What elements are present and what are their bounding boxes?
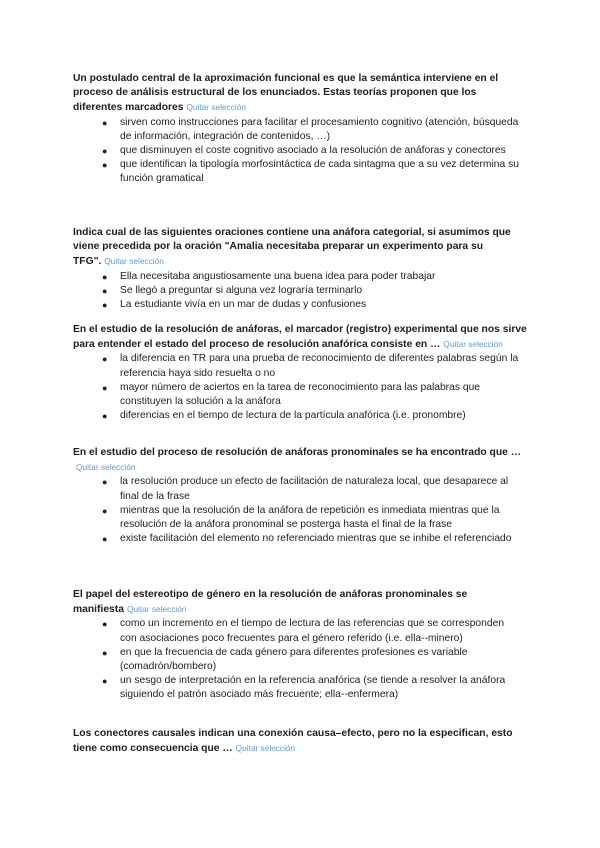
question-6: [73, 727, 528, 756]
options-list: [73, 270, 528, 313]
question-4: [73, 446, 528, 546]
option-item[interactable]: ● La estudiante vivía en un mar de dudas y confusiones: [73, 298, 528, 312]
quitar-seleccion-link[interactable]: Quitar selección: [186, 102, 246, 113]
options-list: [73, 116, 528, 187]
question-text: Los conectores causales indican una conexión causa–efecto, pero no la especifican, esto tiene como consecuencia que … Quitar selección: [73, 728, 513, 755]
quitar-seleccion-link[interactable]: Quitar selección: [104, 256, 164, 267]
question-text: Un postulado central de la aproximación funcional es que la semántica interviene en el proceso de análisis estructural de los enunciados. Estas teorías proponen que los diferentes marcadores Quitar selección: [73, 73, 499, 114]
bullet-icon: ●: [102, 676, 108, 687]
question-text: El papel del estereotipo de género en la resolución de anáforas pronominales se manifiesta Quitar selección: [73, 589, 468, 616]
bullet-icon: ●: [102, 647, 108, 658]
bullet-icon: ●: [102, 146, 108, 157]
question-1: [73, 72, 528, 187]
option-item[interactable]: ● existe facilitación del elemento no referenciado mientras que se inhibe el referenciado: [73, 532, 528, 546]
options-list: [73, 352, 528, 423]
options-list: [73, 617, 528, 702]
bullet-icon: ●: [102, 160, 108, 171]
option-item[interactable]: ● que disminuyen el coste cognitivo asociado a la resolución de anáforas y conectores: [73, 144, 528, 158]
bullet-icon: ●: [102, 382, 108, 393]
option-item[interactable]: ● un sesgo de interpretación en la referencia anafórica (se tiende a resolver la anáfora siguiendo el patrón asociado más frecuente; ella--enfermera): [102, 675, 506, 701]
option-item[interactable]: ● la diferencia en TR para una prueba de reconocimiento de diferentes palabras según la referencia haya sido resuelta o no: [102, 353, 519, 379]
option-item[interactable]: ● que identifican la tipología morfosintáctica de cada sintagma que a su vez determina su función gramatical: [102, 159, 519, 185]
question-5: [73, 588, 528, 703]
bullet-icon: ●: [102, 354, 108, 365]
bullet-icon: ●: [102, 534, 108, 545]
question-2: [73, 226, 528, 312]
options-list: [73, 475, 528, 546]
bullet-icon: ●: [102, 505, 108, 516]
option-item[interactable]: ● como un incremento en el tiempo de lectura de las referencias que se corresponden con asociaciones poco frecuentes para el género referido (i.e. ella--minero): [102, 618, 505, 644]
quitar-seleccion-link[interactable]: Quitar selección: [126, 604, 187, 615]
bullet-icon: ●: [102, 285, 108, 296]
option-item[interactable]: ● mayor número de aciertos en la tarea de reconocimiento para las palabras que constituyen la solución a la anáfora: [102, 381, 481, 408]
bullet-icon: ●: [102, 271, 108, 282]
option-item[interactable]: ● diferencias en el tiempo de lectura de la partícula anafórica (i.e. pronombre): [73, 409, 528, 423]
question-text: En el estudio de la resolución de anáforas, el marcador (registro) experimental que nos sirve para entender el estado del proceso de resolución anafórica consiste en … Quitar selección: [73, 324, 527, 351]
quitar-seleccion-link[interactable]: Quitar selección: [235, 743, 296, 754]
question-text: Indica cual de las siguientes oraciones contiene una anáfora categorial, si asumimos que viene precedida por la oración "Amalia necesitaba preparar un experimento para su TFG". Quitar selección: [73, 227, 511, 268]
option-item[interactable]: ● Se llegó a preguntar si alguna vez lograría terminarlo: [73, 284, 528, 298]
bullet-icon: ●: [102, 411, 108, 422]
bullet-icon: ●: [102, 619, 108, 630]
option-item[interactable]: ● la resolución produce un efecto de facilitación de naturaleza local, que desaparece al final de la frase: [102, 476, 509, 502]
option-item[interactable]: ● Ella necesitaba angustiosamente una buena idea para poder trabajar: [73, 270, 528, 284]
question-text: En el estudio del proceso de resolución de anáforas pronominales se ha encontrado que …Quitar selección: [73, 447, 522, 473]
option-item[interactable]: ● sirven como instrucciones para facilitar el procesamiento cognitivo (atención, búsqueda de información, integración de contenidos, …): [102, 116, 519, 142]
bullet-icon: ●: [102, 117, 108, 128]
quitar-seleccion-link[interactable]: Quitar selección: [443, 339, 503, 350]
option-item[interactable]: ● en que la frecuencia de cada género para diferentes profesiones es variable (comadrón/bombero): [102, 646, 468, 673]
question-3: [73, 323, 528, 423]
quitar-seleccion-link[interactable]: Quitar selección: [76, 462, 136, 473]
option-item[interactable]: ● mientras que la resolución de la anáfora de repetición es inmediata mientras que la resolución de la anáfora pronominal se posterga hasta el final de la frase: [102, 504, 500, 531]
bullet-icon: ●: [102, 477, 108, 488]
bullet-icon: ●: [102, 300, 108, 311]
